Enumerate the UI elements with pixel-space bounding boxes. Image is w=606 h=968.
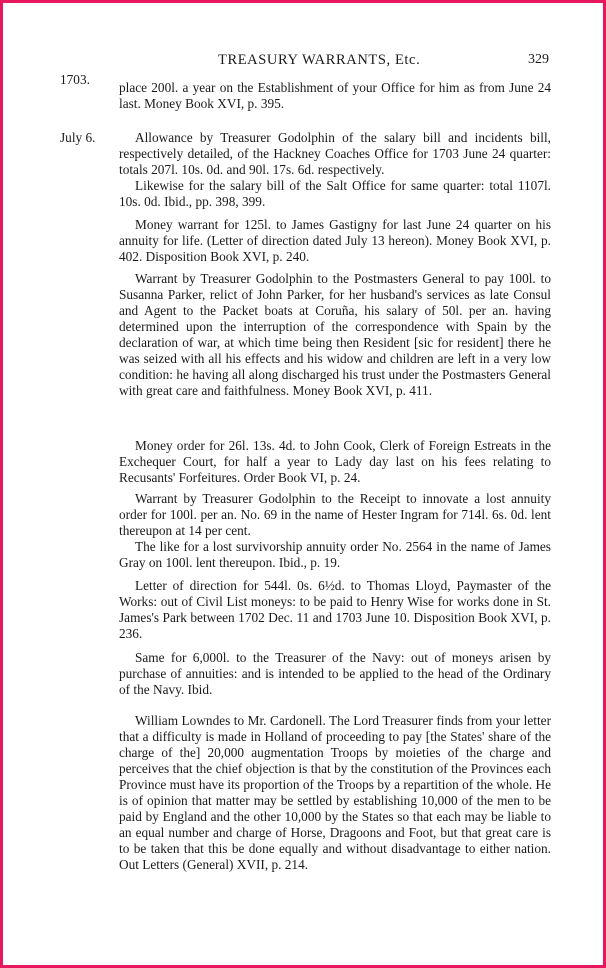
entry-paragraph: William Lowndes to Mr. Cardonell. The Lord Treasurer finds from your letter that a difficulty is made in Holland of proceeding to pay [the States' share of the charge of the] 20,000 augmentation Troops by moieties of the charge and perceives that the chief objection is that by the constitution of the Provinces each Province must have its proportion of the Troops by a repartition of the whole. He is of opinion that matter may be settled by establishing 10,000 of the men to be paid by England and the other 10,000 by the States so that each may be liable to an equal number and charge of Horse, Dragoons and Foot, but that great care is to be taken that this be done equally and without disadvantage to either nation. Out Letters (General) XVII, p. 214. — [119, 713, 551, 872]
entry — [119, 713, 551, 873]
entry — [119, 578, 551, 642]
entry — [119, 130, 551, 210]
entry-paragraph: Money order for 26l. 13s. 4d. to John Cook, Clerk of Foreign Estreats in the Exchequer Court, for half a year to Lady day last on his fees relating to Recusants' Forfeitures. Order Book VI, p. 24. — [119, 438, 551, 485]
entry — [119, 271, 551, 399]
entry — [119, 491, 551, 571]
entry-paragraph: Warrant by Treasurer Godolphin to the Postmasters General to pay 100l. to Susanna Parker, relict of John Parker, for her husband's services as late Consul and Agent to the Packet boats at Coruña, his salary of 50l. per an. having determined upon the interruption of the correspondence with Spain by the declaration of war, at which time being then Resident [sic for resident] there he was seized with all his effects and his widow and children are left in a very low condition: he having all along discharged his trust under the Postmasters General with great care and faithfulness. Money Book XVI, p. 411. — [119, 271, 551, 398]
entry-paragraph: Warrant by Treasurer Godolphin to the Receipt to innovate a lost annuity order for 100l. per an. No. 69 in the name of Hester Ingram for 714l. 6s. 0d. lent thereupon at 14 per cent. — [119, 491, 551, 538]
page-number: 329 — [528, 52, 549, 67]
entry — [119, 650, 551, 698]
running-title: TREASURY WARRANTS, Etc. — [218, 52, 421, 68]
entry-paragraph: Letter of direction for 544l. 0s. 6½d. to Thomas Lloyd, Paymaster of the Works: out of Civil List moneys: to be paid to Henry Wise for works done in St. James's Park between 1702 Dec. 11 and 1703 June 10. Disposition Book XVI, p. 236. — [119, 578, 551, 641]
running-head — [0, 52, 606, 70]
entry-paragraph: Same for 6,000l. to the Treasurer of the Navy: out of moneys arisen by purchase of annuities: and is intended to be applied to the head of the Ordinary of the Navy. Ibid. — [119, 650, 551, 697]
entry-date: July 6. — [60, 130, 96, 145]
entry-paragraph: The like for a lost survivorship annuity order No. 2564 in the name of James Gray on 100l. lent thereupon. Ibid., p. 19. — [119, 539, 551, 570]
entry-paragraph: place 200l. a year on the Establishment of your Office for him as from June 24 last. Money Book XVI, p. 395. — [119, 80, 551, 111]
entry — [119, 217, 551, 265]
entry-paragraph: Likewise for the salary bill of the Salt Office for same quarter: total 1107l. 10s. 0d. Ibid., pp. 398, 399. — [119, 178, 551, 209]
entry — [119, 438, 551, 486]
entry-paragraph: Allowance by Treasurer Godolphin of the salary bill and incidents bill, respectively detailed, of the Hackney Coaches Office for 1703 June 24 quarter: totals 207l. 10s. 0d. and 90l. 17s. 6d. respectively. — [119, 130, 551, 177]
entry-paragraph: Money warrant for 125l. to James Gastigny for last June 24 quarter on his annuity for life. (Letter of direction dated July 13 hereon). Money Book XVI, p. 402. Disposition Book XVI, p. 240. — [119, 217, 551, 264]
entry-date: 1703. — [60, 72, 90, 87]
entry — [119, 80, 551, 112]
